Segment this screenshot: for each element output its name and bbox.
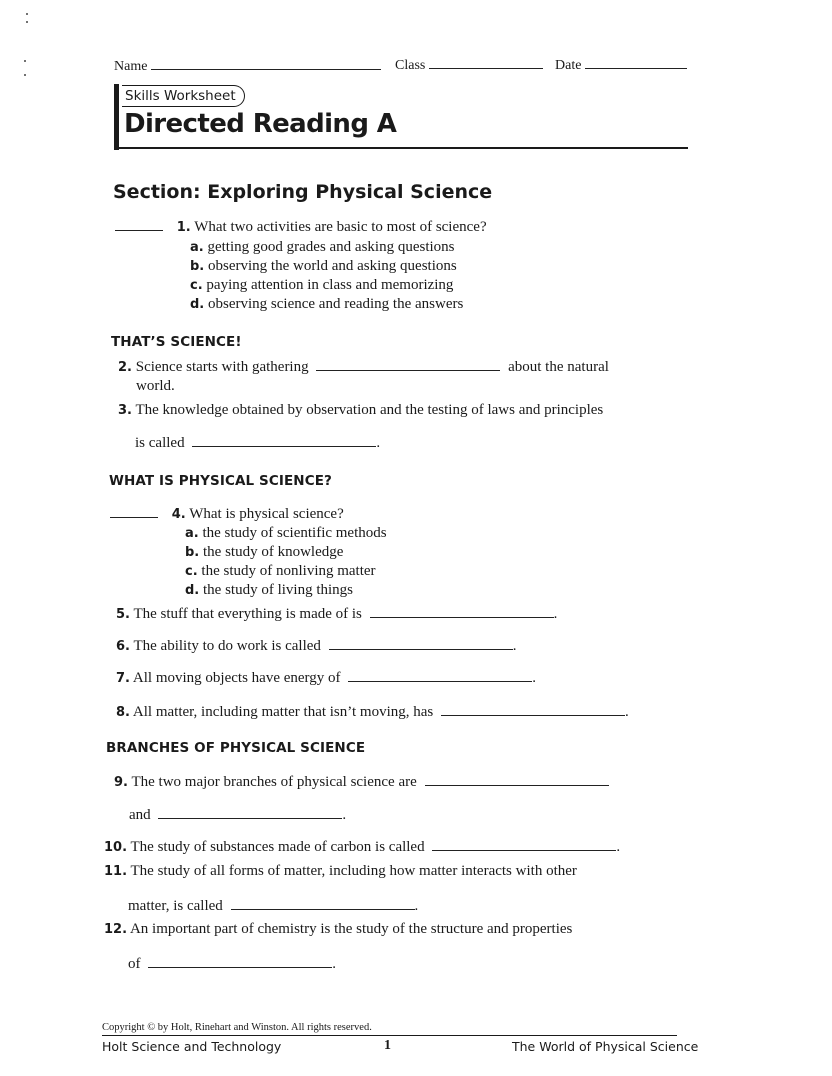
date-label: Date xyxy=(555,58,582,73)
scan-speck xyxy=(24,74,26,76)
answer-blank[interactable] xyxy=(192,445,376,447)
question-4: 4. What is physical science? xyxy=(110,505,344,524)
question-11: 11. The study of all forms of matter, including how matter interacts with other xyxy=(104,863,577,879)
question-12: 12. An important part of chemistry is the study of the structure and properties xyxy=(104,921,573,937)
answer-blank[interactable] xyxy=(110,516,158,518)
answer-blank[interactable] xyxy=(425,784,609,786)
answer-blank[interactable] xyxy=(348,680,532,682)
question-1 xyxy=(115,218,487,237)
option-d: d. observing science and reading the answers xyxy=(190,296,464,312)
question-text: What two activities are basic to most of science? xyxy=(194,219,487,235)
section-title: Section: Exploring Physical Science xyxy=(113,181,493,203)
option-a: a. getting good grades and asking questions xyxy=(190,239,455,255)
answer-blank[interactable] xyxy=(231,908,415,910)
page-number: 1 xyxy=(384,1038,391,1053)
class-field xyxy=(395,58,543,74)
option-c: c. the study of nonliving matter xyxy=(185,563,376,579)
option-b: b. observing the world and asking questions xyxy=(190,258,457,274)
answer-blank[interactable] xyxy=(370,616,554,618)
question-9-cont: and . xyxy=(129,807,347,823)
name-blank[interactable] xyxy=(151,68,381,70)
option-c: c. paying attention in class and memorizing xyxy=(190,277,454,293)
question-11-cont: matter, is called . xyxy=(128,898,419,914)
copyright-notice: Copyright © by Holt, Rinehart and Winston. All rights reserved. xyxy=(102,1022,372,1033)
option-d: d. the study of living things xyxy=(185,582,353,598)
question-3-cont: is called . xyxy=(135,435,381,451)
option-b: b. the study of knowledge xyxy=(185,544,344,560)
question-3: 3. The knowledge obtained by observation and the testing of laws and principles xyxy=(118,402,604,418)
scan-speck xyxy=(26,21,28,23)
question-5: 5. The stuff that everything is made of is . xyxy=(116,606,558,622)
question-10: 10. The study of substances made of carbon is called . xyxy=(104,839,621,855)
heading-what-is-physical-science: WHAT IS PHYSICAL SCIENCE? xyxy=(109,473,332,489)
scan-speck xyxy=(26,13,28,15)
question-2: 2. Science starts with gathering about the natural xyxy=(118,359,609,375)
class-blank[interactable] xyxy=(429,67,543,69)
question-12-cont: of . xyxy=(128,956,336,972)
title-rule xyxy=(114,147,688,149)
skills-worksheet-tag: Skills Worksheet xyxy=(122,85,245,107)
footer-right: The World of Physical Science xyxy=(512,1039,699,1054)
name-field xyxy=(114,59,381,75)
name-label: Name xyxy=(114,59,148,74)
answer-blank[interactable] xyxy=(115,229,163,231)
scan-speck xyxy=(24,60,26,62)
answer-blank[interactable] xyxy=(148,966,332,968)
question-8: 8. All matter, including matter that isn’t moving, has . xyxy=(116,704,629,720)
page-title: Directed Reading A xyxy=(124,109,397,139)
answer-blank[interactable] xyxy=(316,369,500,371)
question-9: 9. The two major branches of physical science are xyxy=(114,773,609,792)
footer-left: Holt Science and Technology xyxy=(102,1039,282,1054)
date-field xyxy=(555,58,687,74)
question-number: 1. xyxy=(176,220,191,235)
option-a: a. the study of scientific methods xyxy=(185,525,387,541)
question-2-cont: world. xyxy=(136,378,175,394)
question-6: 6. The ability to do work is called . xyxy=(116,638,517,654)
class-label: Class xyxy=(395,58,426,73)
title-bar xyxy=(114,84,119,150)
answer-blank[interactable] xyxy=(158,817,342,819)
answer-blank[interactable] xyxy=(441,714,625,716)
answer-blank[interactable] xyxy=(432,849,616,851)
answer-blank[interactable] xyxy=(329,648,513,650)
heading-thats-science: THAT’S SCIENCE! xyxy=(111,334,242,350)
footer-rule xyxy=(102,1035,677,1036)
question-7: 7. All moving objects have energy of . xyxy=(116,670,537,686)
heading-branches: BRANCHES OF PHYSICAL SCIENCE xyxy=(106,740,366,756)
date-blank[interactable] xyxy=(585,67,687,69)
